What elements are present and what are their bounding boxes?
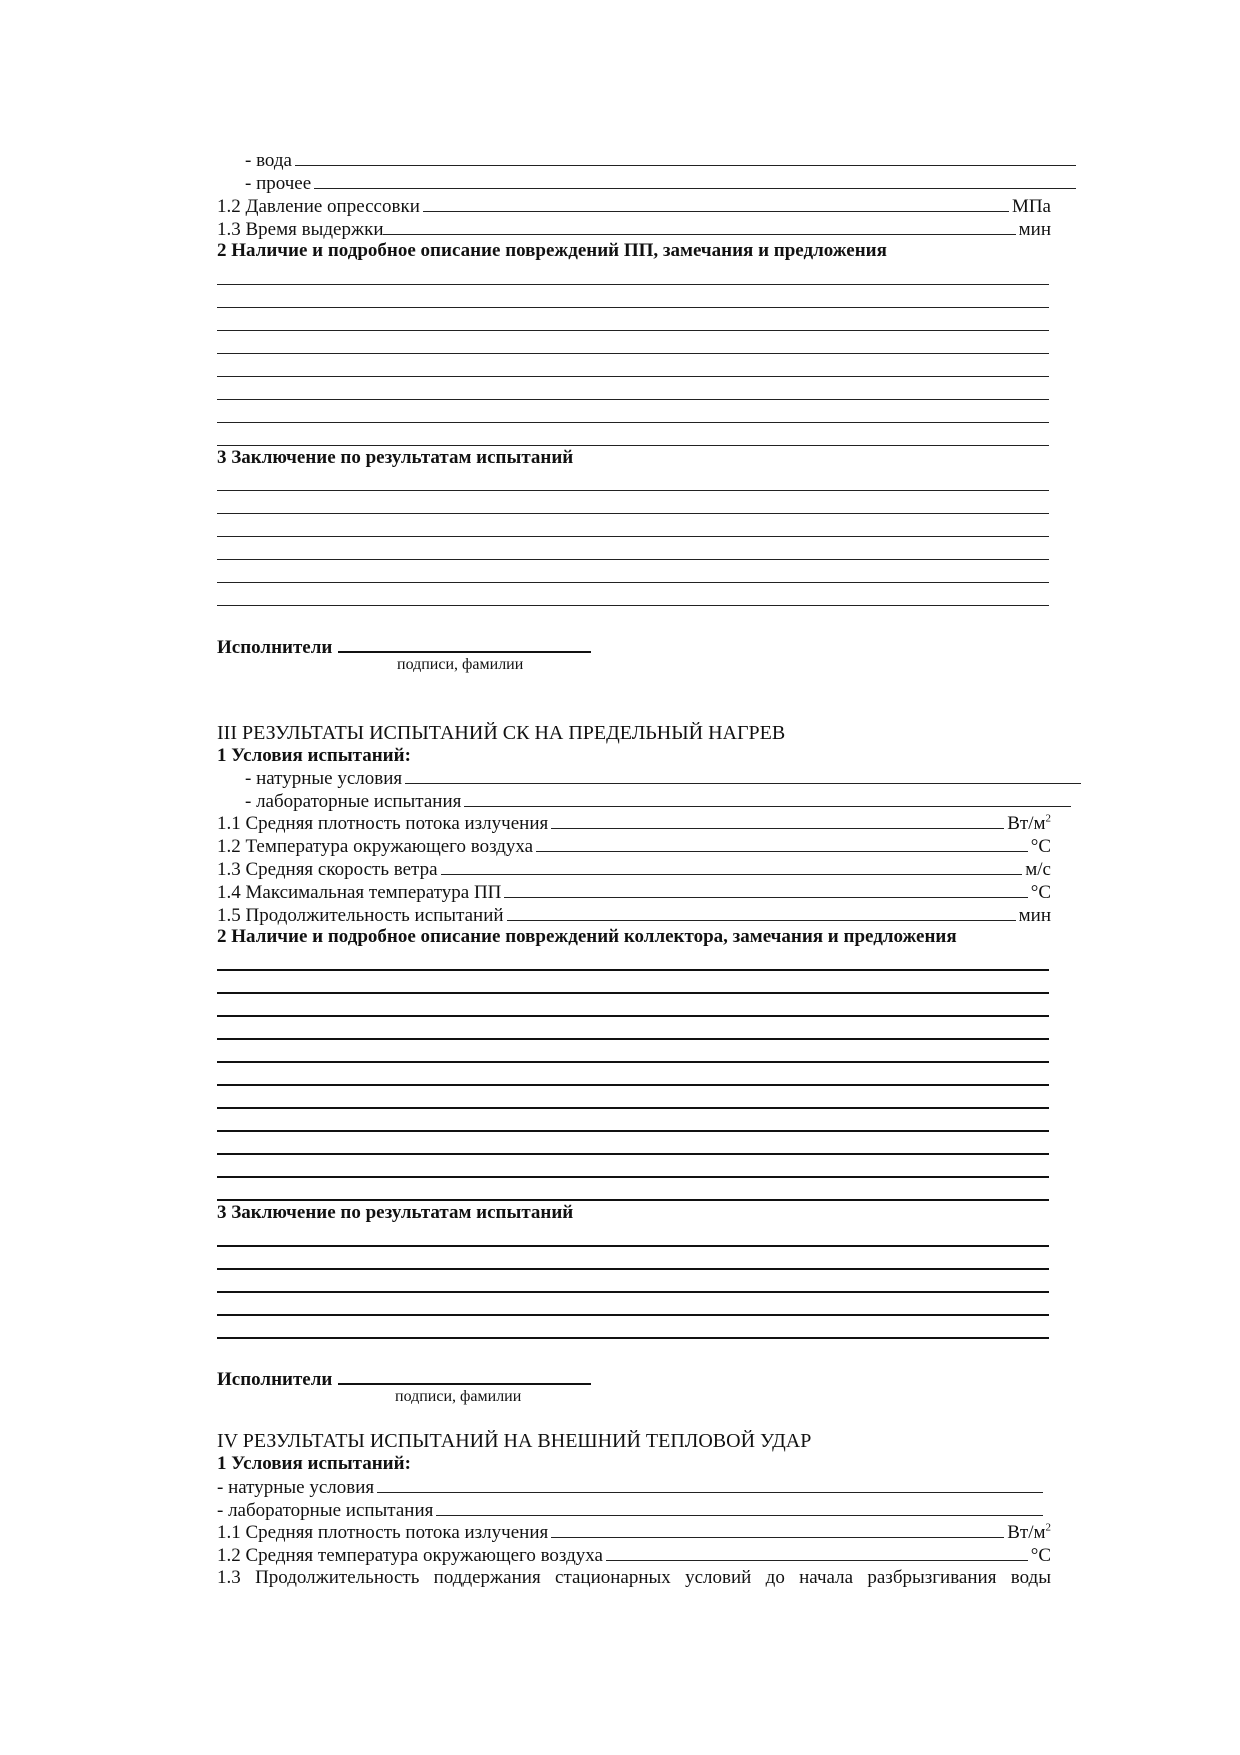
section-iv-title: IV РЕЗУЛЬТАТЫ ИСПЫТАНИЙ НА ВНЕШНИЙ ТЕПЛОВОЙ УДАР	[217, 1430, 812, 1452]
s3-executors-row	[217, 1365, 1051, 1390]
blank-line[interactable]	[217, 1153, 1049, 1155]
word: 1.3	[217, 1567, 241, 1588]
s3-flux-row	[217, 812, 1051, 834]
blank-line[interactable]	[217, 969, 1049, 971]
water-field[interactable]	[295, 149, 1076, 166]
s4-air-temp-row	[217, 1544, 1051, 1566]
flux-field[interactable]	[551, 1521, 1004, 1538]
blank-line[interactable]	[217, 1015, 1049, 1017]
blank-line[interactable]	[217, 1084, 1049, 1086]
blank-line[interactable]	[217, 1061, 1049, 1063]
executors-caption: подписи, фамилии	[395, 1388, 522, 1405]
hold-time-row	[217, 218, 1051, 240]
pressure-unit: МПа	[1011, 196, 1051, 217]
max-temp-label: 1.4 Максимальная температура ПП	[217, 882, 502, 903]
s3-duration-row	[217, 904, 1051, 926]
lab-field[interactable]	[464, 790, 1071, 807]
blank-line[interactable]	[217, 605, 1049, 606]
flux-field[interactable]	[551, 812, 1004, 829]
hold-time-label: 1.3 Время выдержки	[217, 219, 384, 240]
word: стационарных	[555, 1567, 671, 1588]
wind-field[interactable]	[441, 858, 1023, 875]
s3-conclusion-heading: 3 Заключение по результатам испытаний	[217, 1202, 574, 1223]
executors-label: Исполнители	[217, 1369, 333, 1390]
flux-unit: $Вт/м^2$	[1007, 1521, 1051, 1543]
word: поддержания	[433, 1567, 541, 1588]
executors-signature-field[interactable]	[338, 1365, 591, 1385]
s3-conditions-heading: 1 Условия испытаний:	[217, 745, 411, 766]
s3-natural-row	[217, 767, 1081, 789]
blank-line[interactable]	[217, 376, 1049, 377]
natural-field[interactable]	[405, 767, 1081, 784]
air-temp-field[interactable]	[606, 1544, 1028, 1561]
s4-natural-row	[217, 1476, 1043, 1498]
blank-line[interactable]	[217, 513, 1049, 514]
blank-line[interactable]	[217, 1176, 1049, 1178]
word: Продолжительность	[255, 1567, 420, 1588]
air-temp-unit: °С	[1030, 836, 1051, 857]
air-temp-label: 1.2 Температура окружающего воздуха	[217, 836, 534, 857]
word: начала	[799, 1567, 854, 1588]
blank-line[interactable]	[217, 353, 1049, 354]
natural-label: - натурные условия	[245, 768, 403, 789]
blank-line[interactable]	[217, 536, 1049, 537]
blank-line[interactable]	[217, 559, 1049, 560]
executors-signature-field[interactable]	[338, 633, 591, 653]
blank-line[interactable]	[217, 1199, 1049, 1201]
air-temp-unit: °С	[1030, 1545, 1051, 1566]
flux-label: 1.1 Средняя плотность потока излучения	[217, 1522, 549, 1543]
duration-unit: мин	[1018, 905, 1051, 926]
lab-label: - лабораторные испытания	[217, 1500, 434, 1521]
blank-line[interactable]	[217, 307, 1049, 308]
word: до	[765, 1567, 785, 1588]
wind-label: 1.3 Средняя скорость ветра	[217, 859, 438, 880]
s4-stationary-duration-row	[217, 1567, 1051, 1589]
s2-conclusion-heading: 3 Заключение по результатам испытаний	[217, 447, 574, 468]
duration-field[interactable]	[507, 904, 1016, 921]
blank-line[interactable]	[217, 284, 1049, 285]
s2-damage-heading: 2 Наличие и подробное описание повреждений ПП, замечания и предложения	[217, 240, 887, 261]
max-temp-unit: °С	[1030, 882, 1051, 903]
flux-label: 1.1 Средняя плотность потока излучения	[217, 813, 549, 834]
pressure-field[interactable]	[423, 195, 1009, 212]
s3-max-temp-row	[217, 881, 1051, 903]
blank-line[interactable]	[217, 1314, 1049, 1316]
s3-wind-row	[217, 858, 1051, 880]
blank-line[interactable]	[217, 490, 1049, 491]
blank-line[interactable]	[217, 1107, 1049, 1109]
other-field[interactable]	[314, 172, 1076, 189]
other-label: - прочее	[245, 173, 312, 194]
air-temp-label: 1.2 Средняя температура окружающего воздуха	[217, 1545, 603, 1566]
executors-label: Исполнители	[217, 637, 333, 658]
duration-label: 1.5 Продолжительность испытаний	[217, 905, 504, 926]
water-row	[217, 149, 1079, 171]
pressure-label: 1.2 Давление опрессовки	[217, 196, 420, 217]
blank-line[interactable]	[217, 330, 1049, 331]
flux-unit: $Вт/м^2$	[1007, 812, 1051, 834]
blank-line[interactable]	[217, 1130, 1049, 1132]
word: условий	[685, 1567, 752, 1588]
other-row	[217, 172, 1079, 194]
blank-line[interactable]	[217, 582, 1049, 583]
hold-time-field[interactable]	[383, 218, 1015, 235]
max-temp-field[interactable]	[504, 881, 1027, 898]
blank-line[interactable]	[217, 1038, 1049, 1040]
blank-line[interactable]	[217, 1291, 1049, 1293]
executors-caption: подписи, фамилии	[397, 656, 524, 673]
blank-line[interactable]	[217, 992, 1049, 994]
blank-line[interactable]	[217, 399, 1049, 400]
s3-lab-row	[217, 790, 1071, 812]
s3-damage-heading: 2 Наличие и подробное описание повреждений коллектора, замечания и предложения	[217, 926, 957, 947]
s4-conditions-heading: 1 Условия испытаний:	[217, 1453, 411, 1474]
s2-executors-row	[217, 633, 1051, 658]
section-iii-title: III РЕЗУЛЬТАТЫ ИСПЫТАНИЙ СК НА ПРЕДЕЛЬНЫЙ НАГРЕВ	[217, 722, 786, 744]
natural-field[interactable]	[377, 1476, 1043, 1493]
s3-air-temp-row	[217, 835, 1051, 857]
lab-label: - лабораторные испытания	[245, 791, 462, 812]
blank-line[interactable]	[217, 422, 1049, 423]
blank-line[interactable]	[217, 1268, 1049, 1270]
word: разбрызгивания	[867, 1567, 997, 1588]
blank-line[interactable]	[217, 1337, 1049, 1339]
lab-field[interactable]	[436, 1499, 1043, 1516]
natural-label: - натурные условия	[217, 1477, 375, 1498]
s4-lab-row	[217, 1499, 1043, 1521]
blank-line[interactable]	[217, 1245, 1049, 1247]
water-label: - вода	[245, 150, 292, 171]
blank-line[interactable]	[217, 445, 1049, 446]
word: воды	[1010, 1567, 1051, 1588]
s4-flux-row	[217, 1521, 1051, 1543]
pressure-row	[217, 195, 1051, 217]
hold-time-unit: мин	[1018, 219, 1051, 240]
wind-unit: м/с	[1025, 859, 1051, 880]
air-temp-field[interactable]	[536, 835, 1028, 852]
